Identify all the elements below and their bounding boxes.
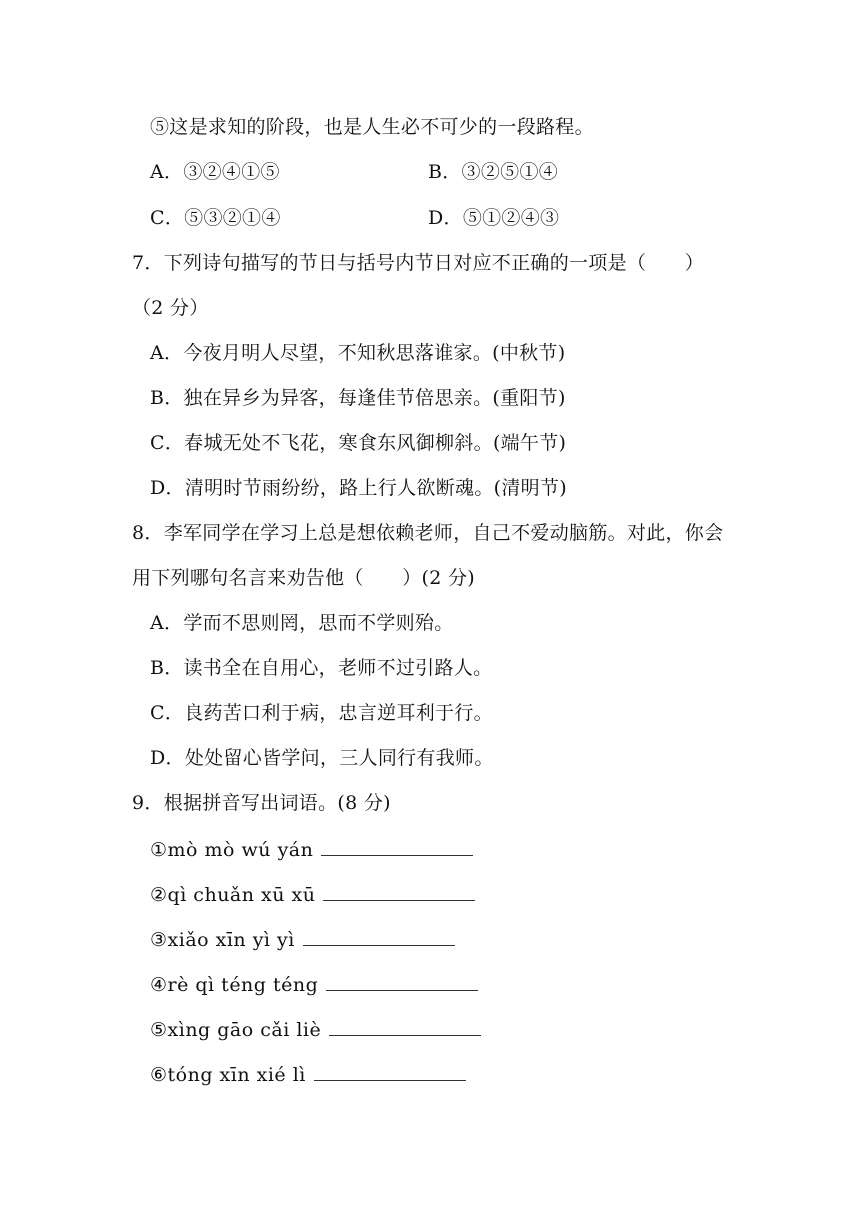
q9-item-2: [150, 882, 475, 907]
pinyin-text: ③xiǎo xīn yì yì: [150, 929, 295, 951]
q9-item-6: [150, 1062, 466, 1087]
answer-blank[interactable]: [303, 927, 455, 946]
pinyin-text: ②qì chuǎn xū xū: [150, 884, 316, 906]
answer-blank[interactable]: [321, 837, 473, 856]
pinyin-text: ①mò mò wú yán: [150, 839, 314, 861]
q8-option-c: C．良药苦口利于病，忠言逆耳利于行。: [150, 702, 493, 724]
q6-option-c: C．⑤③②①④: [150, 207, 281, 229]
answer-blank[interactable]: [326, 972, 478, 991]
q7-stem: 7．下列诗句描写的节日与括号内节日对应不正确的一项是（ ）: [132, 252, 705, 274]
q7-option-c: C．春城无处不飞花，寒食东风御柳斜。(端午节): [150, 432, 567, 454]
q7-option-b: B．独在异乡为异客，每逢佳节倍思亲。(重阳节): [150, 387, 566, 409]
q8-option-d: D．处处留心皆学问，三人同行有我师。: [150, 747, 494, 769]
q7-option-a: A．今夜月明人尽望，不知秋思落谁家。(中秋节): [150, 342, 566, 364]
q9-item-1: [150, 837, 473, 862]
q8-stem-line-2: 用下列哪句名言来劝告他（ ）(2 分): [132, 567, 475, 589]
q8-option-b: B．读书全在自用心，老师不过引路人。: [150, 657, 493, 679]
q9-item-4: [150, 972, 478, 997]
q9-item-5: [150, 1017, 481, 1042]
pinyin-text: ④rè qì téng téng: [150, 974, 319, 996]
q6-option-b: B．③②⑤①④: [428, 161, 559, 183]
pinyin-text: ⑥tóng xīn xié lì: [150, 1064, 306, 1086]
q7-option-d: D．清明时节雨纷纷，路上行人欲断魂。(清明节): [150, 477, 567, 499]
answer-blank[interactable]: [314, 1062, 466, 1081]
q6-item-5: ⑤这是求知的阶段，也是人生必不可少的一段路程。: [150, 116, 594, 138]
q7-score: （2 分）: [132, 297, 209, 319]
pinyin-text: ⑤xìng gāo cǎi liè: [150, 1019, 322, 1041]
answer-blank[interactable]: [323, 882, 475, 901]
answer-blank[interactable]: [329, 1017, 481, 1036]
q8-option-a: A．学而不思则罔，思而不学则殆。: [150, 612, 454, 634]
q8-stem-line-1: 8．李军同学在学习上总是想依赖老师，自己不爱动脑筋。对此，你会: [132, 522, 724, 544]
q6-option-a: A．③②④①⑤: [150, 161, 280, 183]
q9-stem: 9．根据拼音写出词语。(8 分): [132, 792, 391, 814]
q9-item-3: [150, 927, 455, 952]
q6-option-d: D．⑤①②④③: [428, 207, 560, 229]
